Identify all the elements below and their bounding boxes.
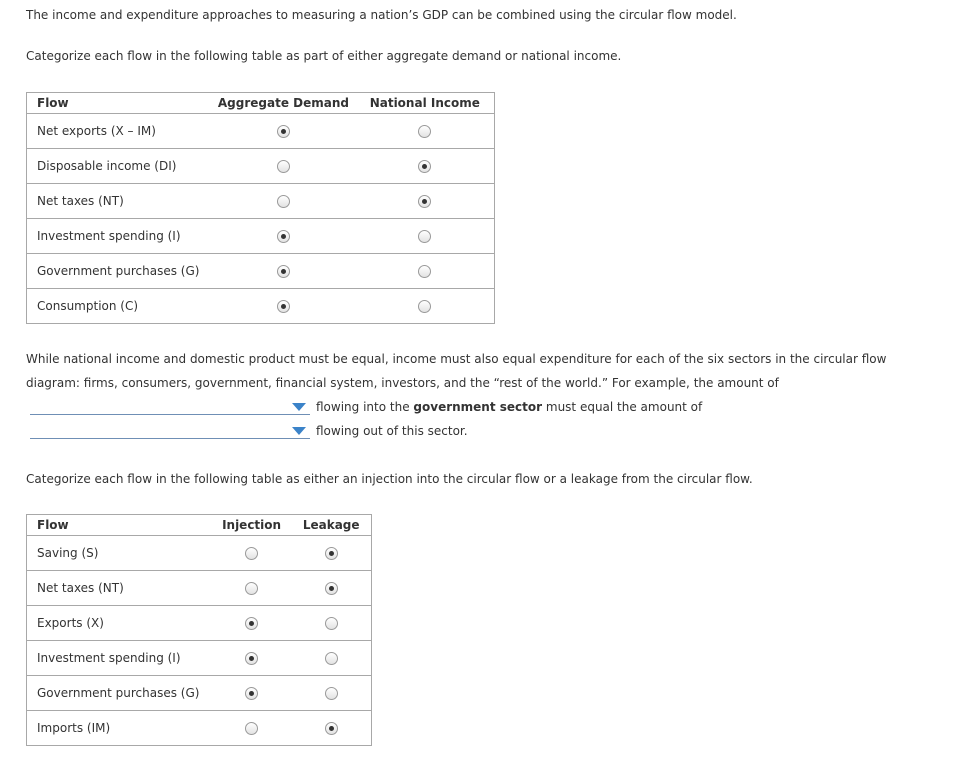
chevron-down-icon[interactable] [292, 403, 306, 411]
injection-leakage-table [26, 514, 372, 746]
national-income-cell [356, 219, 495, 254]
flow-label: Exports (X) [27, 606, 212, 641]
aggregate-demand-cell [211, 184, 355, 219]
leakage-cell [291, 571, 371, 606]
national-income-cell [356, 254, 495, 289]
aggregate-demand-cell [211, 254, 355, 289]
flow-label: Investment spending (I) [27, 641, 212, 676]
table-row [27, 114, 495, 149]
flowing-into-text [316, 395, 702, 419]
flow-label: Government purchases (G) [27, 254, 212, 289]
leakage-header: Leakage [291, 515, 371, 536]
national-income-radio[interactable] [418, 195, 431, 208]
flow-out-dropdown[interactable] [30, 421, 310, 439]
table-row [27, 606, 372, 641]
flow-label: Net taxes (NT) [27, 571, 212, 606]
leakage-cell [291, 711, 371, 746]
table-row [27, 676, 372, 711]
table-row [27, 289, 495, 324]
aggregate-demand-national-income-table [26, 92, 495, 324]
injection-radio[interactable] [245, 547, 258, 560]
injection-cell [212, 571, 292, 606]
flowing-into-suffix: must equal the amount of [542, 400, 703, 414]
national-income-radio[interactable] [418, 230, 431, 243]
leakage-cell [291, 606, 371, 641]
aggregate-demand-cell [211, 149, 355, 184]
injection-cell [212, 536, 292, 571]
injection-cell [212, 676, 292, 711]
flowing-into-prefix: flowing into the [316, 400, 414, 414]
table-row [27, 254, 495, 289]
table-row [27, 571, 372, 606]
leakage-radio[interactable] [325, 722, 338, 735]
flow-label: Saving (S) [27, 536, 212, 571]
aggregate-demand-cell [211, 219, 355, 254]
flow-into-dropdown[interactable] [30, 397, 310, 415]
intro-text: The income and expenditure approaches to measuring a nation’s GDP can be combined using the circular flow model. [26, 8, 737, 22]
flow-header: Flow [27, 515, 212, 536]
leakage-cell [291, 676, 371, 711]
table-row [27, 219, 495, 254]
leakage-cell [291, 536, 371, 571]
chevron-down-icon[interactable] [292, 427, 306, 435]
table-row [27, 711, 372, 746]
national-income-radio[interactable] [418, 125, 431, 138]
leakage-radio[interactable] [325, 652, 338, 665]
national-income-cell [356, 149, 495, 184]
injection-header: Injection [212, 515, 292, 536]
national-income-cell [356, 184, 495, 219]
injection-cell [212, 606, 292, 641]
table-row [27, 149, 495, 184]
national-income-cell [356, 289, 495, 324]
aggregate-demand-radio[interactable] [277, 300, 290, 313]
aggregate-demand-radio[interactable] [277, 125, 290, 138]
national-income-radio[interactable] [418, 160, 431, 173]
injection-radio[interactable] [245, 582, 258, 595]
table-header-row [27, 93, 495, 114]
government-sector-bold: government sector [413, 400, 543, 414]
flow-label: Net taxes (NT) [27, 184, 212, 219]
injection-cell [212, 711, 292, 746]
leakage-radio[interactable] [325, 687, 338, 700]
table2-instruction: Categorize each flow in the following table as either an injection into the circular flow or a leakage from the circular flow. [26, 472, 753, 486]
aggregate-demand-header: Aggregate Demand [211, 93, 355, 114]
injection-cell [212, 641, 292, 676]
table1-body [27, 114, 495, 324]
injection-radio[interactable] [245, 722, 258, 735]
table1-instruction: Categorize each flow in the following table as part of either aggregate demand or national income. [26, 49, 622, 63]
aggregate-demand-cell [211, 114, 355, 149]
table2-body [27, 536, 372, 746]
table-row [27, 536, 372, 571]
flow-label: Consumption (C) [27, 289, 212, 324]
aggregate-demand-cell [211, 289, 355, 324]
leakage-cell [291, 641, 371, 676]
aggregate-demand-radio[interactable] [277, 195, 290, 208]
aggregate-demand-radio[interactable] [277, 160, 290, 173]
flowing-out-text: flowing out of this sector. [316, 424, 468, 438]
table-row [27, 641, 372, 676]
aggregate-demand-radio[interactable] [277, 230, 290, 243]
national-income-radio[interactable] [418, 300, 431, 313]
table-header-row [27, 515, 372, 536]
flow-label: Investment spending (I) [27, 219, 212, 254]
flow-label: Imports (IM) [27, 711, 212, 746]
national-income-cell [356, 114, 495, 149]
aggregate-demand-radio[interactable] [277, 265, 290, 278]
table-row [27, 184, 495, 219]
injection-radio[interactable] [245, 687, 258, 700]
injection-radio[interactable] [245, 652, 258, 665]
national-income-header: National Income [356, 93, 495, 114]
flow-label: Government purchases (G) [27, 676, 212, 711]
leakage-radio[interactable] [325, 582, 338, 595]
flow-label: Net exports (X – IM) [27, 114, 212, 149]
injection-radio[interactable] [245, 617, 258, 630]
flow-label: Disposable income (DI) [27, 149, 212, 184]
flow-header: Flow [27, 93, 212, 114]
sector-explanation-text: While national income and domestic product must be equal, income must also equal expenditure for each of the six sectors in the circular flow diagram: firms, consumers, government, financial system, investors, and the “rest of the world.” For example, the amount of [26, 352, 887, 390]
leakage-radio[interactable] [325, 547, 338, 560]
leakage-radio[interactable] [325, 617, 338, 630]
national-income-radio[interactable] [418, 265, 431, 278]
